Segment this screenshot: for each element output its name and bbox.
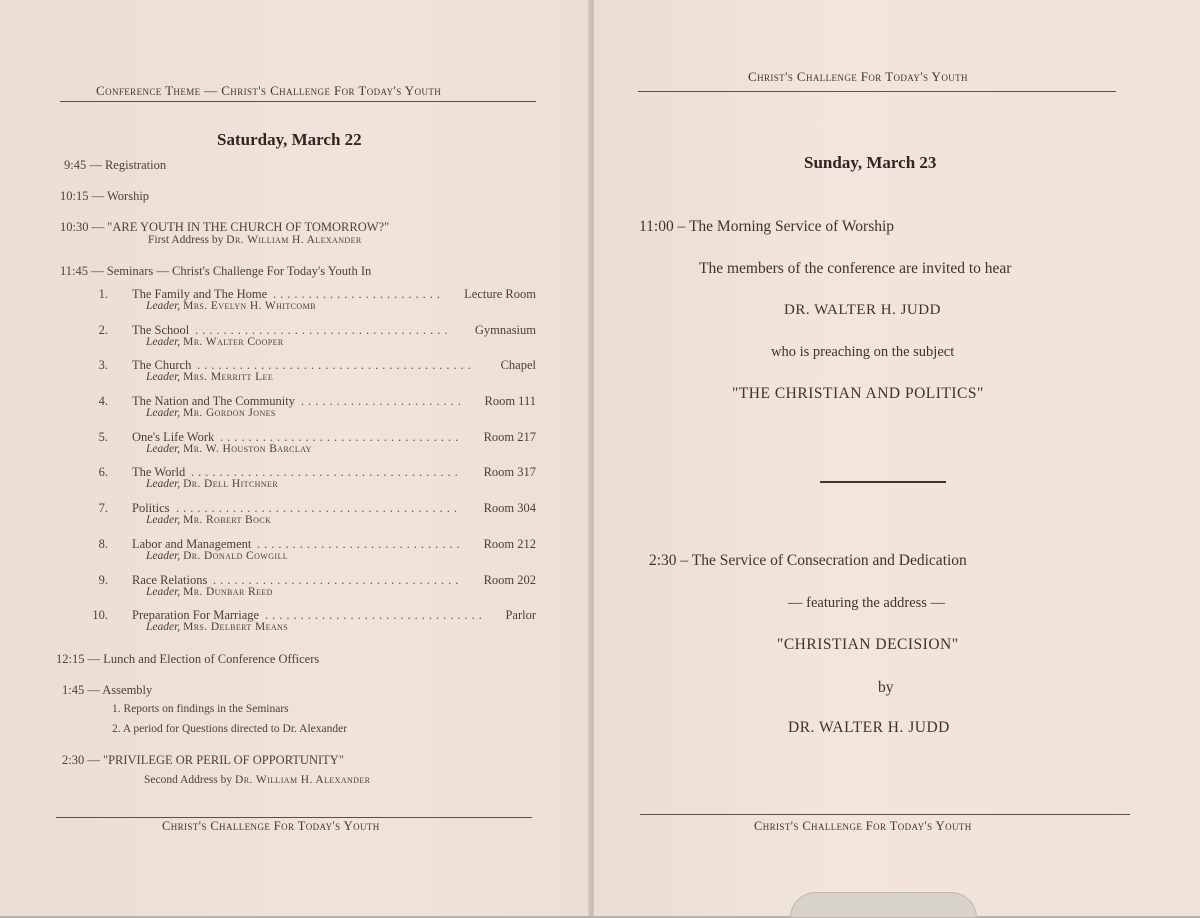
seminar-title: Preparation For Marriage	[132, 608, 260, 622]
section-divider	[820, 481, 946, 483]
left-footer: Christ's Challenge For Today's Youth	[162, 819, 380, 833]
lunch-line: 12:15 — Lunch and Election of Conference Officers	[56, 652, 320, 666]
seminar-title: Race Relations	[132, 573, 208, 587]
seminar-room: Room 304	[483, 501, 536, 515]
seminar-room: Lecture Room	[464, 287, 536, 301]
sermon-title: "THE CHRISTIAN AND POLITICS"	[732, 385, 984, 402]
leader-name: Mr. Walter Cooper	[183, 336, 284, 348]
leader-dots: ..................................	[220, 430, 463, 444]
leader-dots: ........................	[273, 287, 444, 301]
address2-byline	[144, 774, 370, 786]
seminar-room: Room 202	[483, 573, 536, 587]
address2-by-prefix: Second Address by	[144, 774, 233, 786]
seminar-number: 2.	[98, 323, 108, 337]
address1-byline	[148, 234, 362, 246]
seminar-leader	[146, 407, 276, 419]
right-page	[594, 0, 1200, 916]
right-footer-rule	[640, 814, 1130, 815]
assembly-item: 1. Reports on findings in the Seminars	[112, 703, 289, 715]
seminar-room: Room 111	[484, 394, 536, 408]
seminar-number: 5.	[98, 430, 108, 444]
seminar-number: 4.	[98, 394, 108, 408]
leader-label: Leader,	[146, 300, 181, 312]
leader-dots: ....................................	[195, 323, 452, 337]
leader-label: Leader,	[146, 371, 181, 383]
seminar-leader	[146, 478, 278, 490]
seminar-leader	[146, 550, 288, 562]
leader-dots: ........................................	[176, 501, 461, 515]
seminar-row	[0, 323, 536, 351]
leader-label: Leader,	[146, 514, 181, 526]
saturday-title: Saturday, March 22	[217, 130, 362, 149]
seminar-number: 8.	[98, 537, 108, 551]
registration-line: 9:45 — Registration	[64, 158, 167, 172]
seminar-title: Labor and Management	[132, 537, 252, 551]
seminar-row	[0, 287, 536, 315]
leader-name: Mr. Robert Bock	[183, 514, 272, 526]
leader-name: Mr. Dunbar Reed	[183, 586, 273, 598]
right-header: Christ's Challenge For Today's Youth	[748, 69, 968, 84]
right-footer: Christ's Challenge For Today's Youth	[754, 819, 972, 833]
seminar-number: 9.	[98, 573, 108, 587]
leader-label: Leader,	[146, 443, 181, 455]
leader-label: Leader,	[146, 407, 181, 419]
seminar-row	[0, 608, 536, 636]
seminar-number: 3.	[98, 358, 108, 372]
leader-label: Leader,	[146, 621, 181, 633]
leader-label: Leader,	[146, 336, 181, 348]
address2-title: 2:30 — "PRIVILEGE OR PERIL OF OPPORTUNITY"	[62, 753, 344, 767]
left-header-rule	[60, 101, 536, 102]
leader-name: Mrs. Merritt Lee	[183, 371, 274, 383]
seminar-number: 10.	[92, 608, 108, 622]
seminar-leader	[146, 586, 273, 598]
speaker-2: DR. WALTER H. JUDD	[788, 719, 950, 736]
leader-name: Mrs. Delbert Means	[183, 621, 289, 633]
seminar-row	[0, 501, 536, 529]
seminar-room: Room 212	[483, 537, 536, 551]
speaker-1: DR. WALTER H. JUDD	[784, 302, 941, 318]
seminar-row	[0, 465, 536, 493]
address2-speaker: Dr. William H. Alexander	[235, 774, 371, 786]
worship-line: 10:15 — Worship	[60, 189, 150, 203]
seminar-room: Chapel	[500, 358, 536, 372]
leader-name: Dr. Donald Cowgill	[183, 550, 289, 562]
seminar-title: Politics	[132, 501, 170, 515]
featuring-line: — featuring the address —	[788, 595, 946, 611]
seminar-leader	[146, 336, 284, 348]
seminar-title: The Family and The Home	[132, 287, 268, 301]
seminar-room: Room 317	[483, 465, 536, 479]
morning-service-line: 11:00 – The Morning Service of Worship	[639, 218, 895, 235]
address-title: "CHRISTIAN DECISION"	[777, 636, 959, 653]
leader-name: Mrs. Evelyn H. Whitcomb	[183, 300, 316, 312]
assembly-line: 1:45 — Assembly	[62, 683, 153, 697]
seminar-title: The Nation and The Community	[132, 394, 295, 408]
leader-name: Mr. W. Houston Barclay	[183, 443, 312, 455]
seminar-leader	[146, 443, 312, 455]
seminar-row	[0, 358, 536, 386]
leader-label: Leader,	[146, 478, 181, 490]
seminar-room: Parlor	[505, 608, 536, 622]
seminar-row	[0, 573, 536, 601]
leader-dots: .......................................	[197, 358, 475, 372]
seminar-leader	[146, 371, 273, 383]
seminar-title: The Church	[132, 358, 192, 372]
seminar-title: The School	[132, 323, 190, 337]
left-header: Conference Theme — Christ's Challenge For Today's Youth	[96, 83, 442, 98]
afternoon-service-line: 2:30 – The Service of Consecration and Dedication	[649, 552, 967, 569]
assembly-item: 2. A period for Questions directed to Dr. Alexander	[112, 723, 348, 735]
address1-by-prefix: First Address by	[148, 234, 224, 246]
leader-name: Dr. Dell Hitchner	[183, 478, 279, 490]
by-line: by	[878, 679, 894, 696]
leader-dots: .......................	[301, 394, 465, 408]
left-footer-rule	[56, 817, 532, 818]
seminar-title: One's Life Work	[132, 430, 215, 444]
leader-label: Leader,	[146, 550, 181, 562]
seminar-room: Room 217	[483, 430, 536, 444]
leader-dots: ......................................	[191, 465, 462, 479]
leader-name: Mr. Gordon Jones	[183, 407, 276, 419]
right-header-rule	[638, 91, 1116, 92]
leader-dots: ...................................	[213, 573, 463, 587]
binder-clip	[790, 892, 977, 918]
seminar-leader	[146, 300, 316, 312]
seminar-number: 7.	[98, 501, 108, 515]
seminar-row	[0, 537, 536, 565]
seminar-room: Gymnasium	[474, 323, 536, 337]
leader-dots: .............................	[257, 537, 464, 551]
sunday-title: Sunday, March 23	[804, 153, 937, 172]
leader-label: Leader,	[146, 586, 181, 598]
seminar-leader	[146, 514, 271, 526]
seminar-leader	[146, 621, 288, 633]
leader-dots: ...............................	[265, 608, 486, 622]
preaching-line: who is preaching on the subject	[771, 344, 955, 360]
address1-speaker: Dr. William H. Alexander	[226, 234, 362, 246]
invite-line: The members of the conference are invited to hear	[699, 260, 1012, 277]
seminar-row	[0, 394, 536, 422]
seminars-heading: 11:45 — Seminars — Christ's Challenge For Today's Youth In	[60, 264, 372, 278]
seminar-row	[0, 430, 536, 458]
seminar-number: 1.	[98, 287, 108, 301]
seminar-title: The World	[132, 465, 186, 479]
address1-title: 10:30 — "ARE YOUTH IN THE CHURCH OF TOMORROW?"	[60, 220, 390, 234]
left-page	[0, 0, 592, 916]
seminar-number: 6.	[98, 465, 108, 479]
